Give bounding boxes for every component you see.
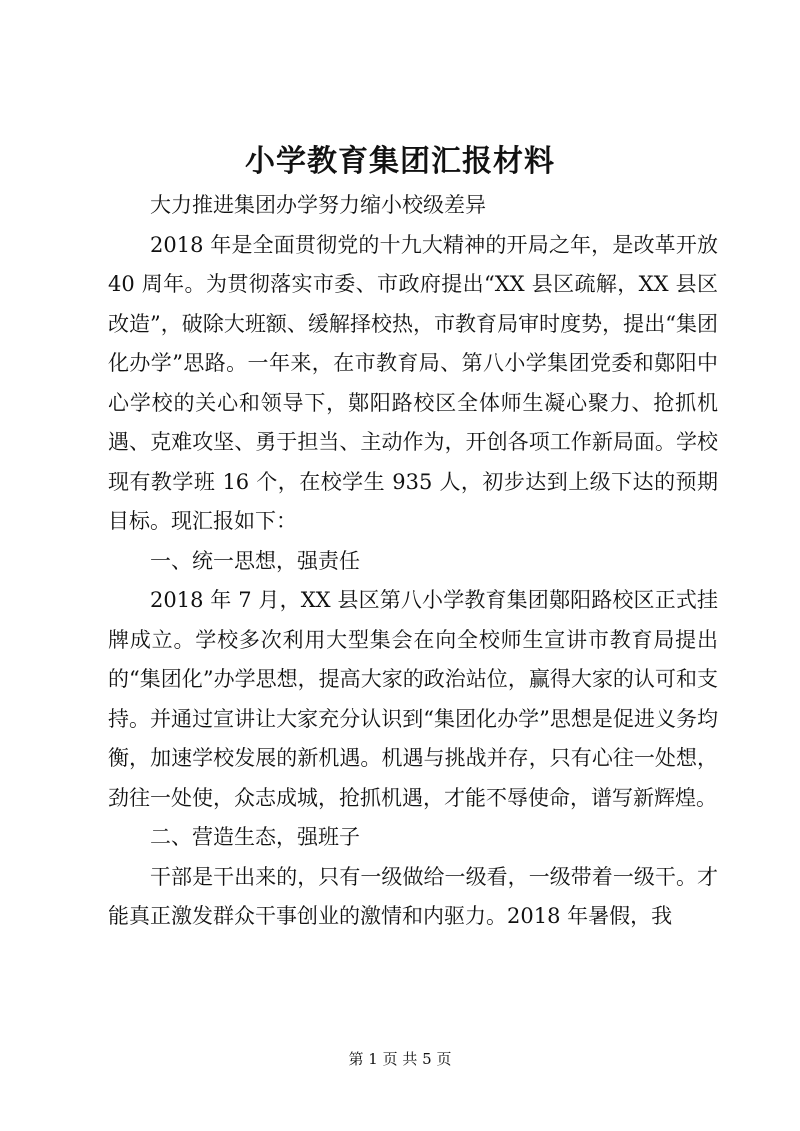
intro-paragraph: 2018 年是全面贯彻党的十九大精神的开局之年，是改革开放 40 周年。为贯彻落实市委、市政府提出“XX 县区疏解，XX 县区改造”，破除大班额、缓解择校热，市教育局审时度势，提出“集团化办学”思路。一年来，在市教育局、第八小学集团党委和鄚阳中心学校的关心和领导下，鄚阳路校区全体师生凝心聚力、抢抓机遇、克难攻坚、勇于担当、主动作为，开创各项工作新局面。学校现有教学班 16 个，在校学生 935 人，初步达到上级下达的预期目标。现汇报如下：	[108, 232, 718, 533]
document-title: 小学教育集团汇报材料	[245, 144, 555, 179]
subtitle-paragraph: 大力推进集团办学努力缩小校级差异	[150, 193, 486, 217]
section-1-paragraph: 2018 年 7 月，XX 县区第八小学教育集团鄚阳路校区正式挂牌成立。学校多次利用大型集会在向全校师生宣讲市教育局提出的“集团化”办学思想，提高大家的政治站位，赢得大家的认可和支持。并通过宣讲让大家充分认识到“集团化办学”思想是促进义务均衡，加速学校发展的新机遇。机遇与挑战并存，只有心往一处想，劲往一处使，众志成城，抢抓机遇，才能不辱使命，谱写新辉煌。	[108, 588, 718, 810]
page-footer: 第 1 页 共 5 页	[348, 1050, 452, 1068]
section-2-paragraph: 干部是干出来的，只有一级做给一级看，一级带着一级干。才能真正激发群众干事创业的激情和内驱力。2018 年暑假，我	[108, 864, 718, 928]
section-heading-2: 二、营造生态，强班子	[150, 825, 360, 849]
section-heading-1: 一、统一思想，强责任	[150, 548, 360, 573]
document-body	[108, 186, 718, 937]
